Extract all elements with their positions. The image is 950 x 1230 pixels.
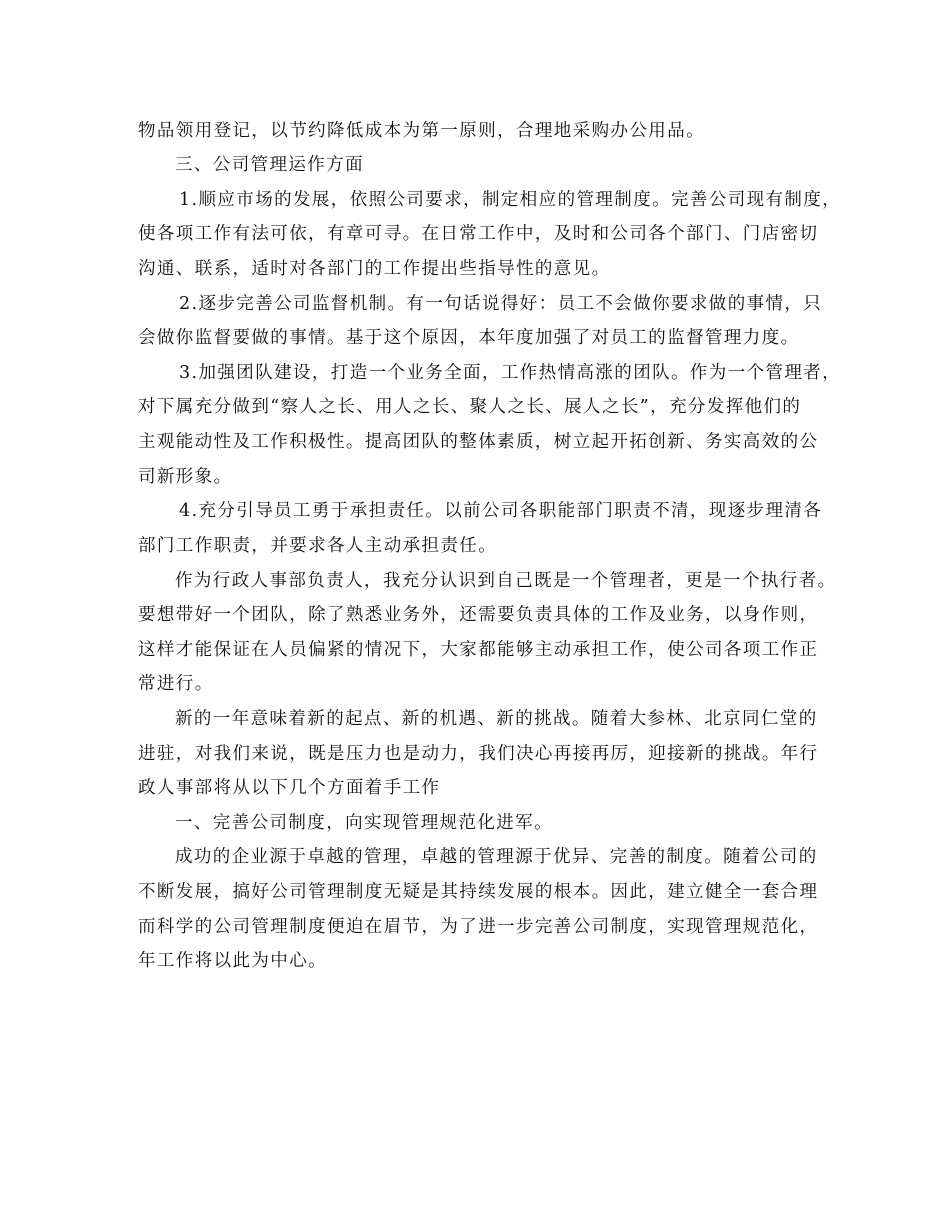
text-line: 司新形象。 bbox=[138, 467, 233, 487]
text-line: 物品领用登记，以节约降低成本为第一原则，合理地采购办公用品。 bbox=[138, 121, 705, 141]
text-line: 作为行政人事部负责人，我充分认识到自己既是一个管理者，更是一个执行者。 bbox=[175, 571, 837, 591]
text-line: 4.充分引导员工勇于承担责任。以前公司各职能部门职责不清，现逐步理清各 bbox=[179, 501, 823, 521]
text-line: 成功的企业源于卓越的管理，卓越的管理源于优异、完善的制度。随着公司的 bbox=[175, 847, 818, 867]
section-heading: 三、公司管理运作方面 bbox=[175, 155, 364, 175]
text-line: 而科学的公司管理制度便迫在眉节，为了进一步完善公司制度，实现管理规范化， bbox=[138, 917, 819, 937]
text-line: 3.加强团队建设，打造一个业务全面，工作热情高涨的团队。作为一个管理者， bbox=[179, 363, 842, 383]
section-heading: 一、完善公司制度，向实现管理规范化进军。 bbox=[175, 813, 553, 833]
text-line: 这样才能保证在人员偏紧的情况下，大家都能够主动承担工作，使公司各项工作正 bbox=[138, 640, 819, 660]
text-line: 主观能动性及工作积极性。提高团队的整体素质，树立起开拓创新、务实高效的公 bbox=[138, 432, 819, 452]
text-line: 会做你监督要做的事情。基于这个原因，本年度加强了对员工的监督管理力度。 bbox=[138, 328, 800, 348]
text-line: 沟通、联系，适时对各部门的工作提出些指导性的意见。 bbox=[138, 259, 611, 279]
text-line: 部门工作职责，并要求各人主动承担责任。 bbox=[138, 536, 498, 556]
text-line: 2.逐步完善公司监督机制。有一句话说得好：员工不会做你要求做的事情，只 bbox=[179, 294, 823, 314]
text-line: 不断发展，搞好公司管理制度无疑是其持续发展的根本。因此，建立健全一套合理 bbox=[138, 882, 819, 902]
text-line: 要想带好一个团队，除了熟悉业务外，还需要负责具体的工作及业务，以身作则， bbox=[138, 605, 819, 625]
text-line: 年工作将以此为中心。 bbox=[138, 951, 327, 971]
text-line: 使各项工作有法可依，有章可寻。在日常工作中，及时和公司各个部门、门店密切 bbox=[138, 224, 819, 244]
text-line: 对下属充分做到“察人之长、用人之长、聚人之长、展人之长”，充分发挥他们的 bbox=[138, 397, 802, 417]
text-line: 政人事部将从以下几个方面着手工作 bbox=[138, 778, 441, 798]
text-line: 进驻，对我们来说，既是压力也是动力，我们决心再接再厉，迎接新的挑战。年行 bbox=[138, 744, 819, 764]
text-line: 新的一年意味着新的起点、新的机遇、新的挑战。随着大参林、北京同仁堂的 bbox=[175, 709, 818, 729]
text-line: 常进行。 bbox=[138, 674, 214, 694]
text-line: 1.顺应市场的发展，依照公司要求，制定相应的管理制度。完善公司现有制度， bbox=[179, 190, 842, 210]
